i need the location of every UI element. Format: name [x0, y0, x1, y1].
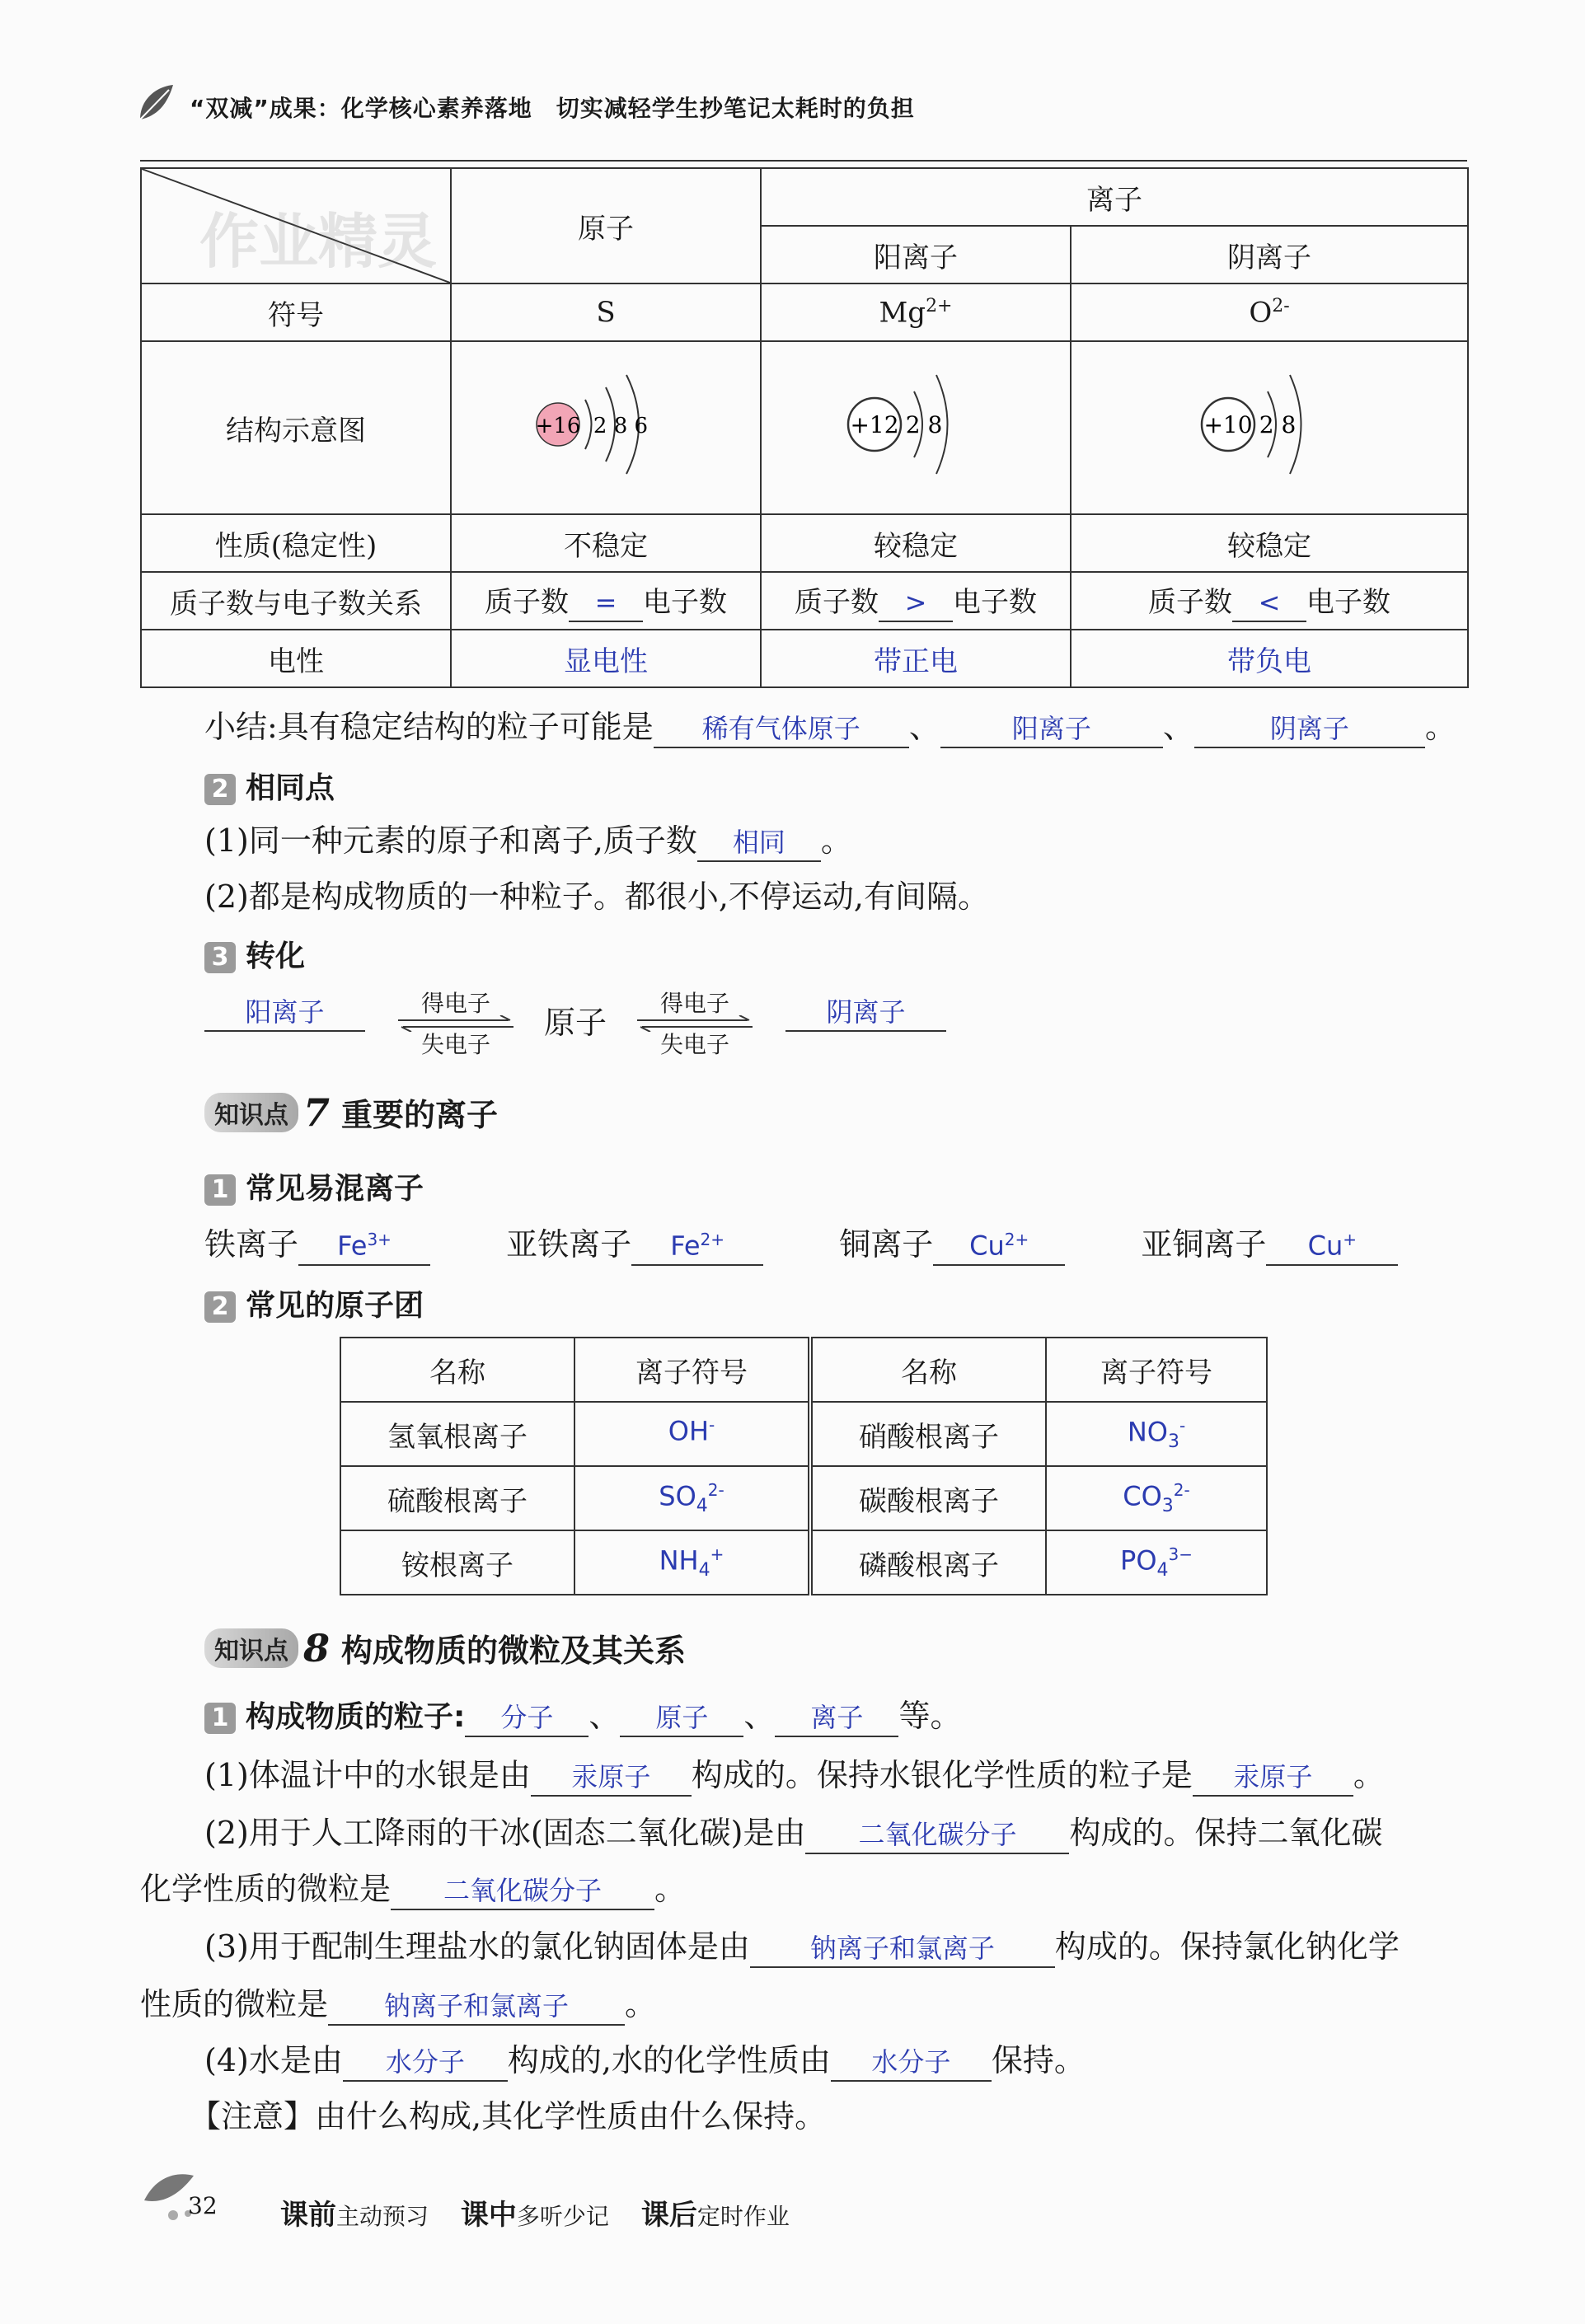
answer-blank: 钠离子和氯离子 — [750, 1930, 1055, 1968]
shell-electrons: 2 8 6 — [593, 413, 649, 438]
table-row: 硫酸根离子 $SO_4^{2-}$ 碳酸根离子 $CO_3^{2-}$ — [340, 1466, 1267, 1530]
leaf-icon — [132, 78, 181, 128]
row-label-structure: 结构示意图 — [141, 341, 451, 514]
particles-q4: (4)水是由 水分子 构成的,水的化学性质由 水分子 保持。 — [204, 2036, 1086, 2085]
answer-blank: 汞原子 — [1193, 1759, 1353, 1797]
answer-blank: 钠离子和氯离子 — [328, 1988, 625, 2026]
atom-relation: 质子数 = 电子数 — [451, 572, 761, 630]
particles-q3: (3)用于配制生理盐水的氯化钠固体是由 钠离子和氯离子 构成的。保持氯化钠化学 — [204, 1922, 1400, 1971]
cation-relation: 质子数 > 电子数 — [761, 572, 1071, 630]
answer-blank: $Fe^{2+}$ — [631, 1221, 763, 1266]
magnesium-ion-diagram — [833, 354, 998, 494]
conversion-diagram — [204, 986, 987, 1060]
anion-stability: 较稳定 — [1071, 514, 1468, 572]
oxygen-ion-diagram — [1187, 354, 1352, 494]
answer-blank: 二氧化碳分子 — [805, 1816, 1069, 1854]
row-label-symbol: 符号 — [141, 283, 451, 341]
header-cation: 阳离子 — [761, 226, 1071, 283]
nucleus-label: +12 — [850, 410, 899, 438]
sulfur-atom-diagram — [523, 363, 688, 486]
page-number: 32 — [188, 2192, 218, 2219]
atom-charge: 显电性 — [451, 630, 761, 687]
lose-label: 失电子 — [659, 1031, 729, 1058]
header-anion: 阴离子 — [1071, 226, 1468, 283]
particles-line: 1 构成物质的粒子: 分子 、 原子 、 离子 等。 — [204, 1691, 961, 1742]
watermark: 作业精灵 — [199, 207, 438, 276]
common-ions-row: 铁离子 $Fe^{3+}$ 亚铁离子 $Fe^{2+}$ 铜离子 $Cu^{2+}$ 亚铜离子 Cu+ — [204, 1220, 1424, 1269]
cation-charge: 带正电 — [761, 630, 1071, 687]
answer-blank: 阳离子 — [204, 994, 365, 1032]
answer-blank: 水分子 — [831, 2044, 992, 2082]
answer-blank: 二氧化碳分子 — [391, 1872, 654, 1910]
answer-blank: 稀有气体原子 — [654, 710, 909, 748]
cation-stability: 较稳定 — [761, 514, 1071, 572]
table-row: 氢氧根离子 OH- 硝酸根离子 $NO_3^-$ — [340, 1402, 1267, 1466]
row-label-stability: 性质(稳定性) — [141, 514, 451, 572]
row-label-charge: 电性 — [141, 630, 451, 687]
knowledge-point-7: 知识点 7 重要的离子 — [204, 1089, 498, 1135]
anion-charge: 带负电 — [1071, 630, 1468, 687]
header-name: 名称 — [340, 1338, 574, 1402]
header-ion: 离子 — [761, 168, 1468, 226]
answer-blank: 阴离子 — [785, 994, 946, 1032]
section-convert: 3 转化 — [204, 933, 305, 975]
atom-group-table — [340, 1337, 1268, 1595]
section-atom-groups: 2 常见的原子团 — [204, 1282, 424, 1324]
answer-blank: $Fe^{3+}$ — [298, 1221, 430, 1266]
page-header: “双减”成果：化学核心素养落地 切实减轻学生抄笔记太耗时的负担 — [190, 95, 915, 122]
answer-blank: 汞原子 — [531, 1759, 692, 1797]
section-same: 2 相同点 — [204, 765, 335, 807]
answer-blank: 阴离子 — [1194, 710, 1425, 748]
nucleus-label: +16 — [535, 413, 581, 438]
atom-center-label: 原子 — [544, 1005, 607, 1041]
atom-structure-diagram — [451, 341, 761, 514]
note: 【注意】由什么构成,其化学性质由什么保持。 — [190, 2098, 827, 2134]
cation-symbol: $Mg^{2+}$ — [761, 283, 1071, 341]
atom-stability: 不稳定 — [451, 514, 761, 572]
shell-electrons: 2 8 — [905, 410, 943, 438]
particles-q3-line2: 性质的微粒是 钠离子和氯离子 。 — [140, 1980, 656, 2029]
header-symbol: 离子符号 — [574, 1338, 810, 1402]
anion-symbol: $O^{2-}$ — [1071, 283, 1468, 341]
header-name: 名称 — [810, 1338, 1046, 1402]
summary-line: 小结:具有稳定结构的粒子可能是 稀有气体原子 、 阳离子 、 阴离子 。 — [204, 702, 1456, 752]
atom-ion-comparison-table — [140, 167, 1469, 688]
answer-blank: 阳离子 — [940, 710, 1163, 748]
same-q2: (2)都是构成物质的一种粒子。都很小,不停运动,有间隔。 — [204, 879, 989, 915]
particles-q2-line2: 化学性质的微粒是 二氧化碳分子 。 — [140, 1864, 686, 1914]
footer-slogan: 课前主动预习 课中多听少记 课后定时作业 — [280, 2199, 790, 2232]
answer-blank: 分子 — [465, 1699, 589, 1737]
answer-blank: 水分子 — [343, 2044, 508, 2082]
anion-structure-diagram — [1071, 341, 1468, 514]
answer-blank: 离子 — [775, 1699, 898, 1737]
particles-q1: (1)体温计中的水银是由 汞原子 构成的。保持水银化学性质的粒子是 汞原子 。 — [204, 1750, 1385, 1800]
answer-blank: Cu+ — [1266, 1221, 1398, 1266]
atom-symbol: S — [451, 283, 761, 341]
nucleus-label: +10 — [1203, 410, 1253, 438]
header-symbol: 离子符号 — [1046, 1338, 1267, 1402]
answer-blank: $Cu^{2+}$ — [933, 1221, 1065, 1266]
answer-blank: 相同 — [697, 824, 821, 862]
row-label-relation: 质子数与电子数关系 — [141, 572, 451, 630]
section-common-ions: 1 常见易混离子 — [204, 1165, 424, 1207]
header-atom: 原子 — [451, 168, 761, 283]
gain-label: 得电子 — [420, 990, 490, 1017]
cation-structure-diagram — [761, 341, 1071, 514]
answer-blank: 原子 — [620, 1699, 743, 1737]
anion-relation: 质子数 < 电子数 — [1071, 572, 1468, 630]
table-corner-cell — [141, 168, 451, 283]
gain-label: 得电子 — [659, 990, 729, 1017]
shell-electrons: 2 8 — [1259, 410, 1297, 438]
header-rule — [140, 160, 1467, 162]
particles-q2: (2)用于人工降雨的干冰(固态二氧化碳)是由 二氧化碳分子 构成的。保持二氧化碳 — [204, 1808, 1383, 1858]
same-q1: (1)同一种元素的原子和离子,质子数 相同 。 — [204, 816, 852, 865]
knowledge-point-8: 知识点 8 构成物质的微粒及其关系 — [204, 1625, 686, 1670]
lose-label: 失电子 — [420, 1031, 490, 1058]
table-row: 铵根离子 $NH_4^+$ 磷酸根离子 $PO_4^{3-}$ — [340, 1530, 1267, 1595]
